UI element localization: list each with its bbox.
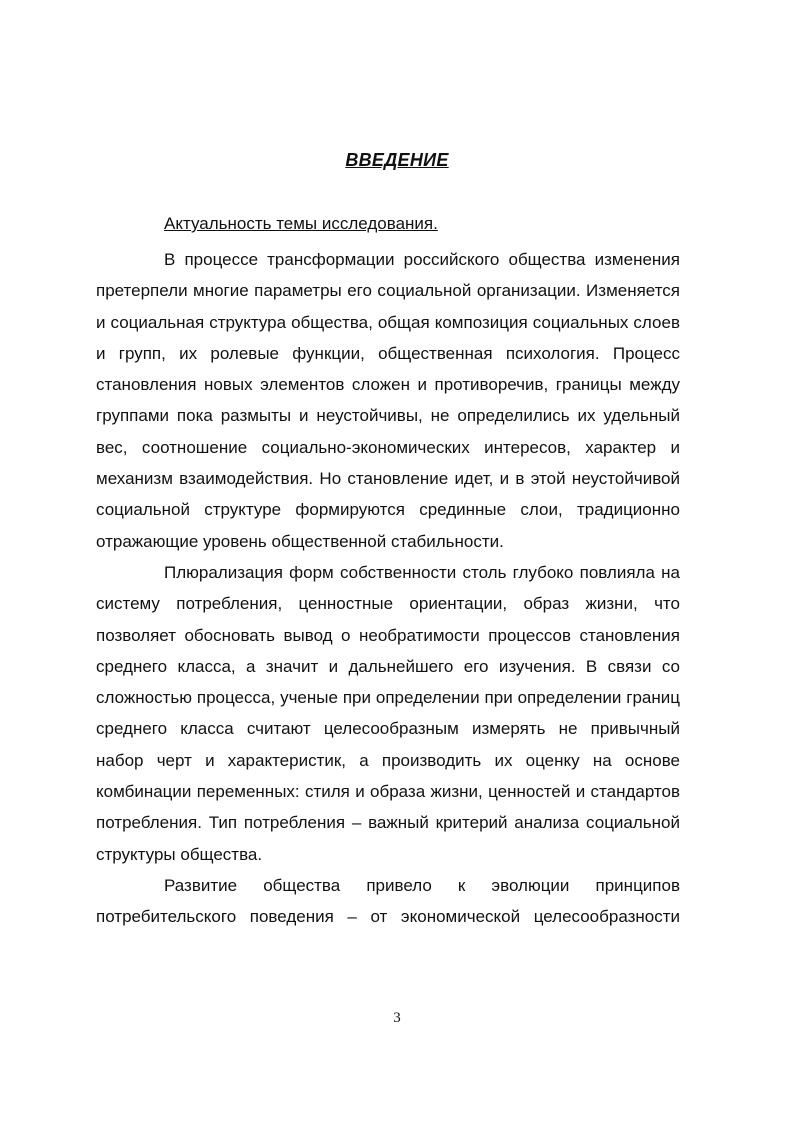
paragraph-1: В процессе трансформации российского общества изменения претерпели многие параметры его социальной организации. Изменяется и социальная структура общества, общая композиция социальных слоев и групп, их ролевые функции, общественная психология. Процесс становления новых элементов сложен и противоречив, границы между группами пока размыты и неустойчивы, не определились их удельный вес, соотношение социально-экономических интересов, характер и механизм взаимодействия. Но становление идет, и в этой неустойчивой социальной структуре формируются срединные слои, традиционно отражающие уровень общественной стабильности. — [96, 250, 680, 551]
body-text — [96, 244, 680, 933]
paragraph-3: Развитие общества привело к эволюции принципов потребительского поведения – от экономической целесообразности — [96, 875, 680, 927]
page-title: ВВЕДЕНИЕ — [345, 150, 449, 170]
paragraph-2: Плюрализация форм собственности столь глубоко повлияла на систему потребления, ценностные ориентации, образ жизни, что позволяет обосновать вывод о необратимости процессов становления среднего класса, а значит и дальнейшего его изучения. В связи со сложностью процесса, ученые при определении при определении границ среднего класса считают целесообразным измерять не привычный набор черт и характеристик, а производить их оценку на основе комбинации переменных: стиля и образа жизни, ценностей и стандартов потребления. Тип потребления – важный критерий анализа социальной структуры общества. — [96, 562, 680, 864]
section-heading: Актуальность темы исследования. — [164, 214, 438, 233]
page-number: 3 — [393, 1010, 401, 1026]
